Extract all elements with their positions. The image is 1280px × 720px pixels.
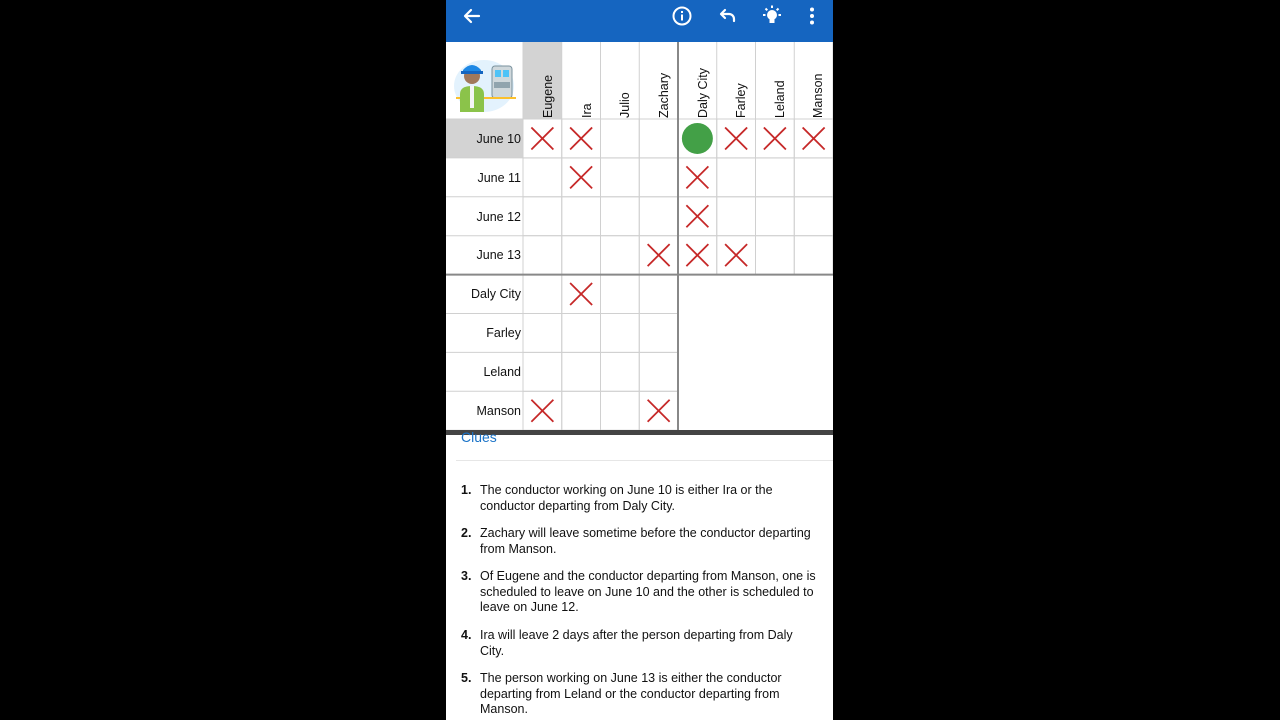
grid-cell[interactable] bbox=[601, 352, 640, 391]
grid-cell[interactable] bbox=[562, 197, 601, 236]
row-header-june-13: June 13 bbox=[476, 248, 521, 262]
grid-cell[interactable] bbox=[717, 158, 756, 197]
grid-cell[interactable] bbox=[562, 391, 601, 430]
grid-cell[interactable] bbox=[756, 158, 795, 197]
col-header-zachary: Zachary bbox=[657, 72, 671, 118]
logic-grid bbox=[446, 42, 833, 432]
grid-cell[interactable] bbox=[794, 158, 833, 197]
conductor-avatar-icon bbox=[452, 52, 520, 112]
grid-cell[interactable] bbox=[639, 119, 678, 158]
grid-cell[interactable] bbox=[601, 391, 640, 430]
clue-number: 1. bbox=[461, 483, 472, 497]
grid-cell[interactable] bbox=[601, 158, 640, 197]
clue-number: 2. bbox=[461, 526, 472, 540]
col-header-manson: Manson bbox=[811, 73, 825, 118]
clue-number: 5. bbox=[461, 671, 472, 685]
clues-separator bbox=[456, 460, 833, 461]
col-header-leland: Leland bbox=[773, 80, 787, 118]
row-header-farley: Farley bbox=[486, 326, 521, 340]
grid-cell[interactable] bbox=[639, 314, 678, 353]
row-header-daly-city: Daly City bbox=[470, 287, 521, 301]
grid-cell[interactable] bbox=[562, 352, 601, 391]
grid-cell[interactable] bbox=[639, 197, 678, 236]
clue-text: The person working on June 13 is either the conductor departing from Leland or the conductor departing from Manson. bbox=[480, 671, 782, 716]
grid-cell[interactable] bbox=[717, 197, 756, 236]
o-mark bbox=[682, 123, 713, 154]
grid-cell[interactable] bbox=[756, 197, 795, 236]
grid-cell[interactable] bbox=[523, 197, 562, 236]
grid-cell[interactable] bbox=[601, 275, 640, 314]
grid-cell[interactable] bbox=[601, 119, 640, 158]
grid-cell[interactable] bbox=[523, 236, 562, 275]
row-header-manson: Manson bbox=[476, 404, 521, 418]
grid-cell[interactable] bbox=[639, 158, 678, 197]
grid-cell[interactable] bbox=[562, 236, 601, 275]
grid-cell[interactable] bbox=[523, 314, 562, 353]
grid-cell[interactable] bbox=[639, 275, 678, 314]
row-header-june-10: June 10 bbox=[476, 132, 521, 146]
undo-icon[interactable] bbox=[709, 2, 745, 30]
grid-cell[interactable] bbox=[639, 352, 678, 391]
clue-number: 3. bbox=[461, 569, 472, 583]
more-vert-icon[interactable] bbox=[794, 2, 830, 30]
grid-cell[interactable] bbox=[523, 352, 562, 391]
app-bar bbox=[446, 0, 833, 42]
clue-number: 4. bbox=[461, 628, 472, 642]
col-header-julio: Julio bbox=[618, 92, 632, 118]
grid-cell[interactable] bbox=[794, 197, 833, 236]
grid-cell[interactable] bbox=[523, 158, 562, 197]
grid-cell[interactable] bbox=[601, 236, 640, 275]
col-header-daly-city: Daly City bbox=[696, 67, 710, 118]
clue-text: Ira will leave 2 days after the person departing from Daly City. bbox=[480, 628, 793, 658]
phone-screen bbox=[446, 0, 833, 720]
grid-cell[interactable] bbox=[562, 314, 601, 353]
clue-text: Zachary will leave sometime before the conductor departing from Manson. bbox=[480, 526, 811, 556]
lightbulb-icon[interactable] bbox=[754, 2, 790, 30]
info-icon[interactable] bbox=[664, 2, 700, 30]
clues-panel bbox=[446, 429, 833, 720]
clue-text: Of Eugene and the conductor departing from Manson, one is scheduled to leave on June 10 and the other is scheduled to leave on June 12. bbox=[480, 569, 816, 614]
grid-cell[interactable] bbox=[794, 236, 833, 275]
col-header-eugene: Eugene bbox=[541, 74, 555, 118]
grid-cell[interactable] bbox=[601, 314, 640, 353]
grid-cell[interactable] bbox=[756, 236, 795, 275]
row-header-june-11: June 11 bbox=[477, 171, 521, 185]
arrow-left-icon[interactable] bbox=[454, 2, 490, 30]
col-header-farley: Farley bbox=[734, 83, 748, 118]
col-header-ira: Ira bbox=[580, 103, 594, 118]
row-header-june-12: June 12 bbox=[476, 210, 521, 224]
clues-title: Clues bbox=[461, 429, 497, 445]
row-header-leland: Leland bbox=[483, 365, 521, 379]
clue-text: The conductor working on June 10 is either Ira or the conductor departing from Daly City. bbox=[480, 483, 773, 513]
grid-cell[interactable] bbox=[523, 275, 562, 314]
grid-cell[interactable] bbox=[601, 197, 640, 236]
